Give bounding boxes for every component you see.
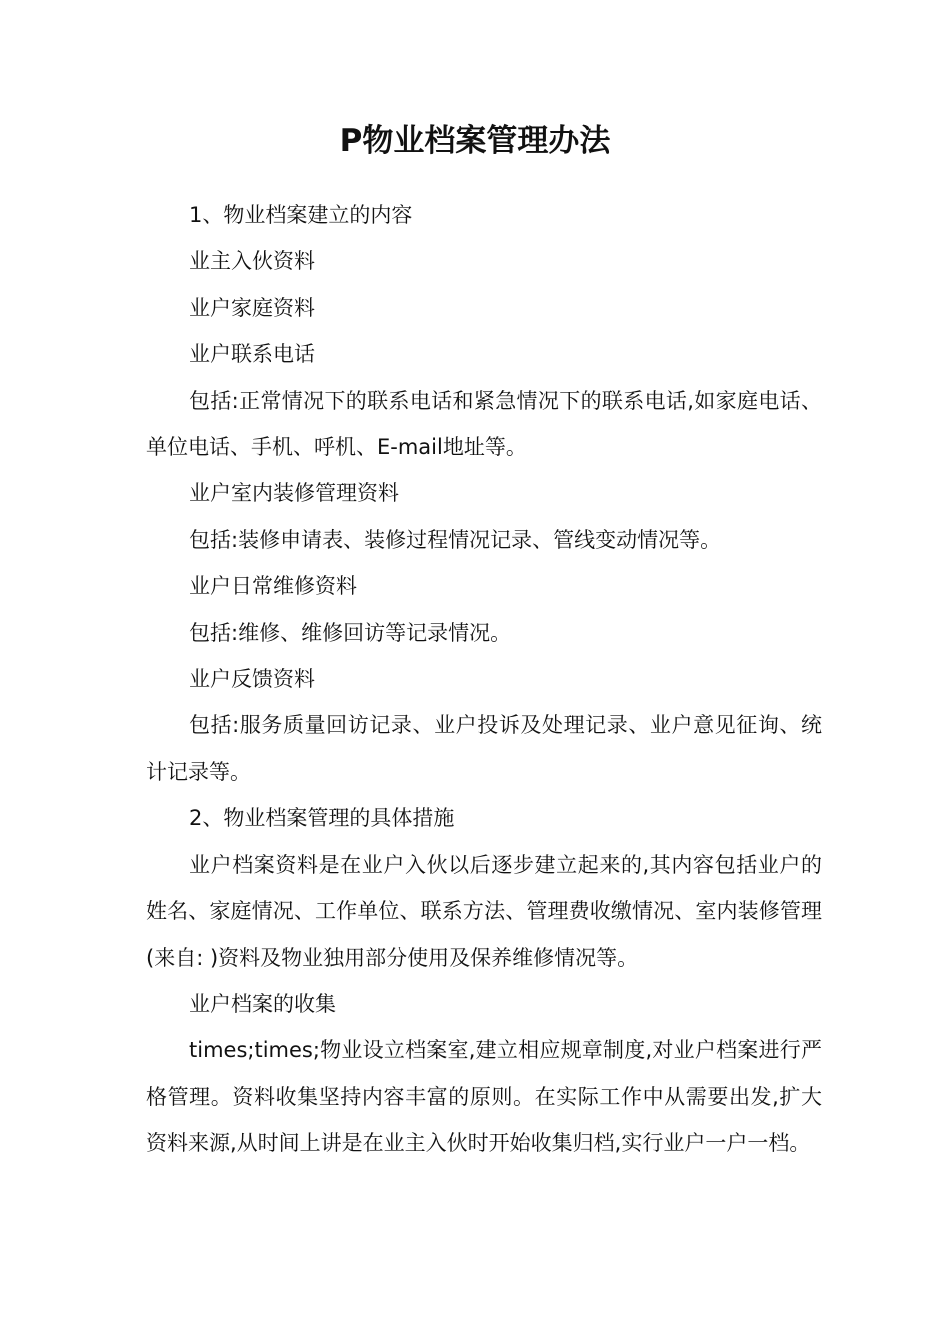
paragraph-archive-collection-details: times;times;物业设立档案室,建立相应规章制度,对业户档案进行严格管理。资料收集坚持内容丰富的原则。在实际工作中从需要出发,扩大资料来源,从时间上讲是在业主入伙时开始收集归档,实行业户一户一档。 bbox=[146, 1038, 822, 1156]
paragraph-household-family-info: 业户家庭资料 bbox=[189, 295, 315, 320]
paragraph-maintenance-info: 业户日常维修资料 bbox=[189, 574, 357, 599]
paragraph-renovation-info: 业户室内装修管理资料 bbox=[189, 481, 399, 506]
paragraph-archive-overview: 业户档案资料是在业户入伙以后逐步建立起来的,其内容包括业户的姓名、家庭情况、工作单位、联系方法、管理费收缴情况、室内装修管理(来自: )资料及物业独用部分使用及保养维修情况等。 bbox=[146, 852, 822, 970]
document-title: P物业档案管理办法 bbox=[339, 123, 611, 159]
paragraph-feedback-details: 包括:服务质量回访记录、业户投诉及处理记录、业户意见征询、统计记录等。 bbox=[146, 713, 822, 784]
paragraph-section-2-heading: 2、物业档案管理的具体措施 bbox=[189, 806, 455, 831]
paragraph-maintenance-details: 包括:维修、维修回访等记录情况。 bbox=[189, 620, 512, 645]
paragraph-section-1-heading: 1、物业档案建立的内容 bbox=[189, 203, 413, 227]
document-body bbox=[146, 192, 822, 1167]
paragraph-renovation-details: 包括:装修申请表、装修过程情况记录、管线变动情况等。 bbox=[189, 527, 722, 552]
paragraph-feedback-info: 业户反馈资料 bbox=[189, 667, 315, 692]
paragraph-archive-collection-heading: 业户档案的收集 bbox=[189, 991, 336, 1016]
paragraph-owner-move-in-info: 业主入伙资料 bbox=[189, 249, 315, 274]
paragraph-phone-details: 包括:正常情况下的联系电话和紧急情况下的联系电话,如家庭电话、单位电话、手机、呼机、E-mail地址等。 bbox=[146, 388, 822, 460]
paragraph-household-phone: 业户联系电话 bbox=[189, 342, 315, 367]
